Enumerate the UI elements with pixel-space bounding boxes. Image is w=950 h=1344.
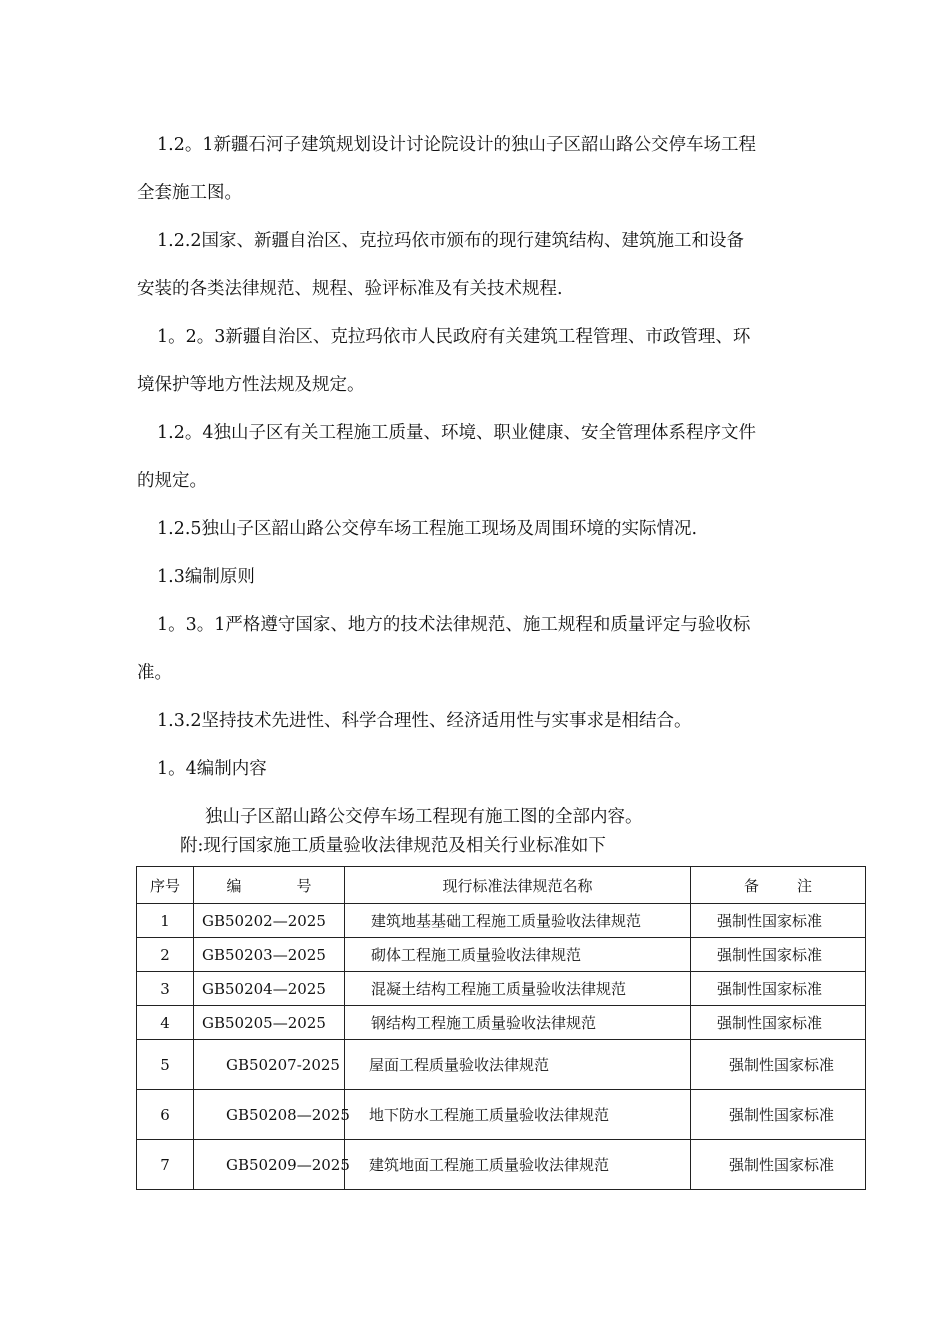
cell-name: 建筑地面工程施工质量验收法律规范 — [345, 1140, 691, 1190]
paragraph-line: 境保护等地方性法规及规定。 — [137, 375, 365, 395]
table-header-row — [137, 867, 866, 904]
cell-note: 强制性国家标准 — [691, 1006, 866, 1040]
cell-note: 强制性国家标准 — [691, 972, 866, 1006]
paragraph-1-2-2 — [137, 217, 827, 313]
paragraph-1-3-1 — [137, 601, 827, 697]
header-no: 序号 — [137, 867, 194, 904]
paragraph-1-2-3 — [137, 313, 827, 409]
cell-name: 屋面工程质量验收法律规范 — [345, 1040, 691, 1090]
paragraph-line: 全套施工图。 — [137, 183, 242, 203]
appendix-line: 附:现行国家施工质量验收法律规范及相关行业标准如下 — [180, 836, 606, 856]
cell-code: GB50207-2025 — [194, 1040, 345, 1090]
header-note-b: 注 — [797, 876, 813, 895]
paragraph-1-2-4 — [137, 409, 827, 505]
section-heading: 1。4编制内容 — [157, 759, 267, 779]
cell-no: 3 — [137, 972, 194, 1006]
paragraph-line: 的规定。 — [137, 471, 207, 491]
header-note — [691, 867, 866, 904]
table-row — [137, 1090, 866, 1140]
paragraph-1-2-5 — [137, 505, 827, 553]
cell-name: 混凝土结构工程施工质量验收法律规范 — [345, 972, 691, 1006]
cell-note: 强制性国家标准 — [691, 1140, 866, 1190]
table-row — [137, 938, 866, 972]
cell-name: 钢结构工程施工质量验收法律规范 — [345, 1006, 691, 1040]
paragraph-line: 1。3。1严格遵守国家、地方的技术法律规范、施工规程和质量评定与验收标 — [157, 615, 751, 635]
table-row — [137, 1006, 866, 1040]
content-line: 独山子区韶山路公交停车场工程现有施工图的全部内容。 — [205, 807, 643, 827]
standards-table — [136, 866, 866, 1190]
cell-note: 强制性国家标准 — [691, 1040, 866, 1090]
cell-name: 建筑地基基础工程施工质量验收法律规范 — [345, 904, 691, 938]
header-note-a: 备 — [743, 876, 759, 895]
cell-no: 1 — [137, 904, 194, 938]
cell-note: 强制性国家标准 — [691, 1090, 866, 1140]
table-row — [137, 1140, 866, 1190]
heading-1-3 — [137, 553, 827, 601]
header-code-a: 编 — [226, 876, 242, 895]
table-row — [137, 1040, 866, 1090]
cell-name: 砌体工程施工质量验收法律规范 — [345, 938, 691, 972]
cell-no: 7 — [137, 1140, 194, 1190]
paragraph-1-3-2 — [137, 697, 827, 745]
paragraph-line: 1.3.2坚持技术先进性、科学合理性、经济适用性与实事求是相结合。 — [157, 711, 692, 731]
section-heading: 1.3编制原则 — [157, 567, 255, 587]
header-name: 现行标准法律规范名称 — [345, 867, 691, 904]
table-row — [137, 972, 866, 1006]
paragraph-line: 1.2.2国家、新疆自治区、克拉玛依市颁布的现行建筑结构、建筑施工和设备 — [157, 231, 745, 251]
cell-no: 5 — [137, 1040, 194, 1090]
cell-code: GB50208—2025 — [194, 1090, 345, 1140]
cell-code: GB50203—2025 — [194, 938, 345, 972]
paragraph-line: 1.2.5独山子区韶山路公交停车场工程施工现场及周围环境的实际情况. — [157, 519, 698, 539]
cell-note: 强制性国家标准 — [691, 904, 866, 938]
paragraph-line: 1.2。4独山子区有关工程施工质量、环境、职业健康、安全管理体系程序文件 — [157, 423, 756, 443]
cell-code: GB50209—2025 — [194, 1140, 345, 1190]
table-row — [137, 904, 866, 938]
paragraph-line: 1。2。3新疆自治区、克拉玛依市人民政府有关建筑工程管理、市政管理、环 — [157, 327, 751, 347]
cell-note: 强制性国家标准 — [691, 938, 866, 972]
cell-code: GB50204—2025 — [194, 972, 345, 1006]
cell-name: 地下防水工程施工质量验收法律规范 — [345, 1090, 691, 1140]
heading-1-4 — [137, 745, 827, 793]
header-code — [194, 867, 345, 904]
cell-no: 2 — [137, 938, 194, 972]
cell-no: 4 — [137, 1006, 194, 1040]
cell-no: 6 — [137, 1090, 194, 1140]
cell-code: GB50205—2025 — [194, 1006, 345, 1040]
paragraph-line: 1.2。1新疆石河子建筑规划设计讨论院设计的独山子区韶山路公交停车场工程 — [157, 135, 756, 155]
cell-code: GB50202—2025 — [194, 904, 345, 938]
paragraph-line: 安装的各类法律规范、规程、验评标准及有关技术规程. — [137, 279, 563, 299]
paragraph-line: 准。 — [137, 663, 172, 683]
paragraph-1-2-1 — [137, 121, 827, 217]
header-code-b: 号 — [296, 876, 312, 895]
